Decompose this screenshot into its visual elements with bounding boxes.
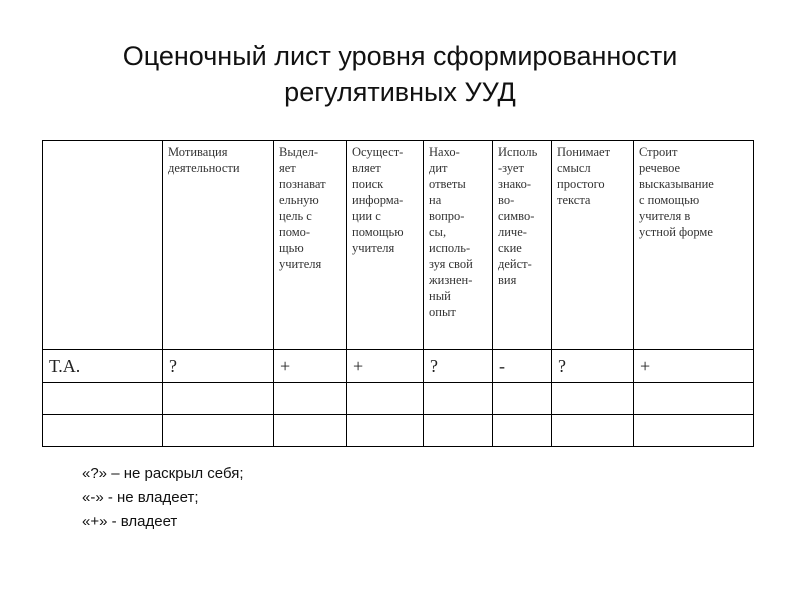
assessment-table	[42, 140, 754, 447]
page-title	[0, 38, 800, 110]
table-cell	[634, 415, 754, 447]
table-cell: +	[634, 350, 754, 383]
table-cell	[424, 415, 493, 447]
table-cell: +	[347, 350, 424, 383]
legend-item-plus: «+» - владеет	[82, 513, 178, 530]
table-row	[43, 383, 754, 415]
table-cell	[43, 383, 163, 415]
table-cell	[493, 415, 552, 447]
header-cell-oral-speech: Строит речевое высказывание с помощью учителя в устной форме	[634, 141, 754, 350]
table-cell	[347, 415, 424, 447]
table-cell: +	[274, 350, 347, 383]
header-cell-empty	[43, 141, 163, 350]
table-cell	[493, 383, 552, 415]
header-cell-symbolic-actions: Исполь -зует знако- во- симво- личе- ские дейст- вия	[493, 141, 552, 350]
header-cell-life-experience: Нахо- дит ответы на вопро- сы, исполь- зуя свой жизнен- ный опыт	[424, 141, 493, 350]
header-cell-cognitive-goal: Выдел- яет познават ельную цель с помо- щью учителя	[274, 141, 347, 350]
table-cell	[424, 383, 493, 415]
header-cell-text-meaning: Понимает смысл простого текста	[552, 141, 634, 350]
table-cell: ?	[424, 350, 493, 383]
table-cell	[552, 383, 634, 415]
legend-item-question: «?» – не раскрыл себя;	[82, 465, 244, 482]
table-cell	[274, 383, 347, 415]
table-cell: -	[493, 350, 552, 383]
table-header-row	[43, 141, 754, 350]
table-row	[43, 415, 754, 447]
title-line-2: регулятивных УУД	[284, 77, 516, 107]
table-cell	[347, 383, 424, 415]
table-cell	[634, 383, 754, 415]
legend	[82, 462, 244, 534]
table-cell	[552, 415, 634, 447]
header-cell-info-search: Осущест- вляет поиск информа- ции с помощью учителя	[347, 141, 424, 350]
title-line-1: Оценочный лист уровня сформированности	[122, 41, 678, 71]
table-cell	[274, 415, 347, 447]
table-cell: ?	[163, 350, 274, 383]
table-cell: Т.А.	[43, 350, 163, 383]
table-row	[43, 350, 754, 383]
legend-item-minus: «-» - не владеет;	[82, 489, 199, 506]
table-cell	[163, 383, 274, 415]
table-cell	[43, 415, 163, 447]
table-cell	[163, 415, 274, 447]
table-cell: ?	[552, 350, 634, 383]
header-cell-motivation: Мотивация деятельности	[163, 141, 274, 350]
